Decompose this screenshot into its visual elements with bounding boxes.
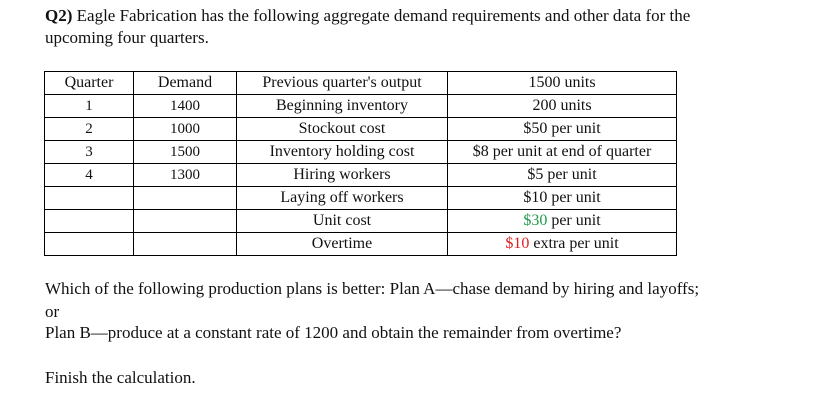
- item-value: $50 per unit: [448, 118, 677, 141]
- quarter-header: Quarter: [45, 72, 134, 95]
- table-row: [45, 95, 677, 118]
- question-text-line1: Eagle Fabrication has the following aggregate demand requirements and other data for the: [76, 6, 691, 25]
- item-label: Hiring workers: [237, 164, 448, 187]
- item-value: 1500 units: [448, 72, 677, 95]
- table-row: [45, 233, 677, 256]
- demand-cell: 1500: [134, 141, 237, 164]
- prompt-line-2: or: [45, 302, 60, 321]
- item-label: Laying off workers: [237, 187, 448, 210]
- table-row: [45, 118, 677, 141]
- demand-cell: [134, 210, 237, 233]
- item-value: $10 per unit: [448, 187, 677, 210]
- item-value: [448, 210, 677, 233]
- quarter-cell: [45, 187, 134, 210]
- unit-cost-amount: $30: [523, 212, 548, 229]
- quarter-cell: [45, 233, 134, 256]
- overtime-amount: $10: [505, 235, 530, 252]
- demand-cell: 1000: [134, 118, 237, 141]
- prompt-line-4: Finish the calculation.: [45, 368, 196, 387]
- question-number: Q2): [45, 6, 73, 25]
- demand-header: Demand: [134, 72, 237, 95]
- item-value: $5 per unit: [448, 164, 677, 187]
- demand-cell: 1300: [134, 164, 237, 187]
- overtime-suffix: extra per unit: [529, 235, 619, 252]
- item-label: Previous quarter's output: [237, 72, 448, 95]
- table-row: [45, 141, 677, 164]
- unit-cost-suffix: per unit: [547, 212, 601, 229]
- quarter-cell: 3: [45, 141, 134, 164]
- table-row: [45, 187, 677, 210]
- item-label: Stockout cost: [237, 118, 448, 141]
- item-value: $8 per unit at end of quarter: [448, 141, 677, 164]
- demand-cell: 1400: [134, 95, 237, 118]
- table-row: [45, 164, 677, 187]
- prompt-line-3: Plan B—produce at a constant rate of 1200 and obtain the remainder from overtime?: [45, 323, 622, 342]
- quarter-cell: 2: [45, 118, 134, 141]
- question-heading: [45, 5, 805, 49]
- data-table: [44, 71, 677, 256]
- quarter-cell: [45, 210, 134, 233]
- item-value: 200 units: [448, 95, 677, 118]
- item-label: Inventory holding cost: [237, 141, 448, 164]
- demand-cell: [134, 233, 237, 256]
- table-row: [45, 210, 677, 233]
- question-text-line2: upcoming four quarters.: [45, 28, 209, 47]
- quarter-cell: 1: [45, 95, 134, 118]
- item-label: Unit cost: [237, 210, 448, 233]
- item-label: Overtime: [237, 233, 448, 256]
- item-label: Beginning inventory: [237, 95, 448, 118]
- quarter-cell: 4: [45, 164, 134, 187]
- demand-cell: [134, 187, 237, 210]
- table-row: [45, 72, 677, 95]
- prompt-line-1: Which of the following production plans is better: Plan A—chase demand by hiring and layoffs;: [45, 279, 700, 298]
- item-value: [448, 233, 677, 256]
